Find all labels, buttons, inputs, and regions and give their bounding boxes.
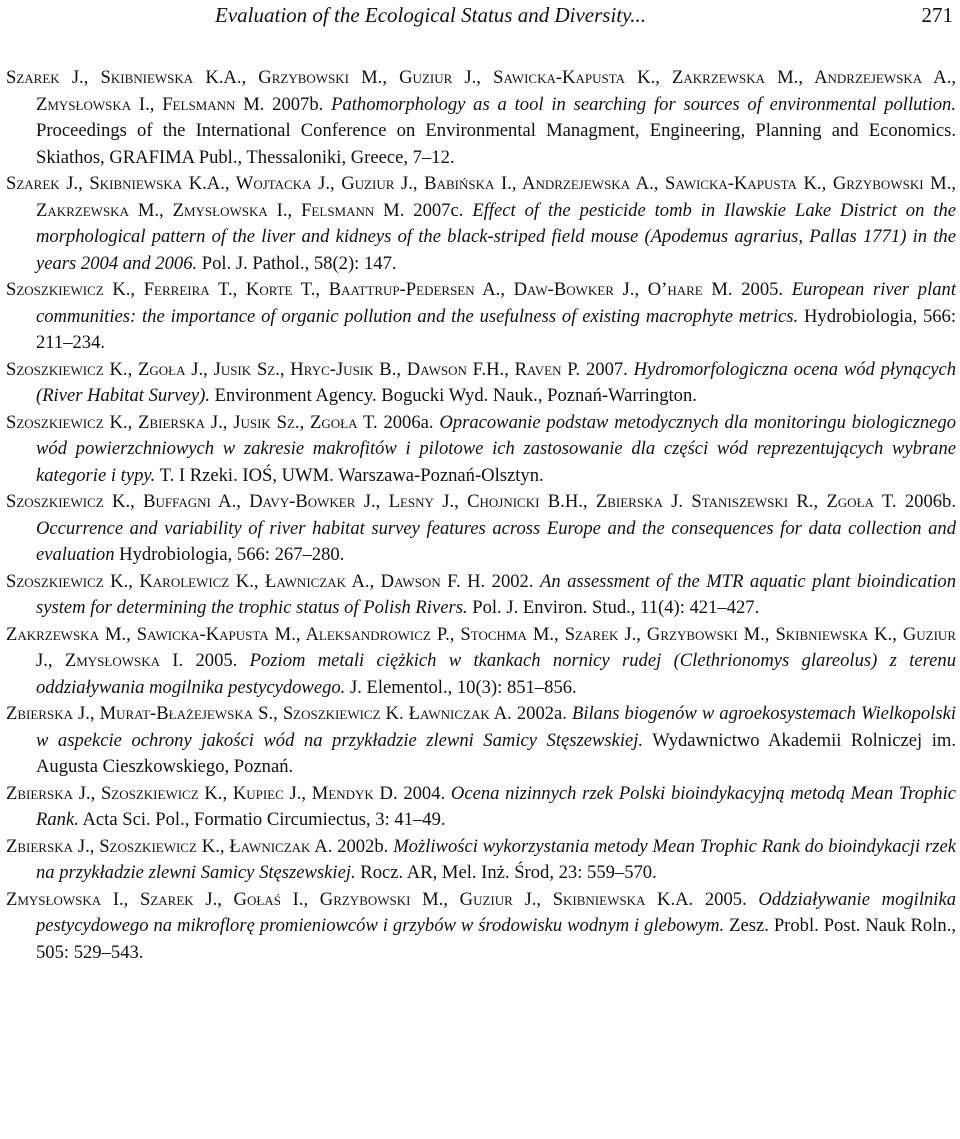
reference-year: 2002. <box>485 570 540 592</box>
reference-year: 2006a. <box>377 411 440 433</box>
reference-title: Pathomorphology as a tool in searching for sources of environmental pollution. <box>331 93 956 115</box>
reference-title: Poziom metali ciężkich w tkankach nornicy rudej (Clethrionomys glareolus) z terenu oddziaływania mogilnika pestycydowego. <box>36 650 957 698</box>
reference-authors: Zakrzewska M., Sawicka-Kapusta M., Aleksandrowicz P., Stochma M., Szarek J., Grzybowski M., Skibniewska K., Guziur J., Zmysłowska I. <box>6 623 956 671</box>
reference-entry <box>6 887 956 967</box>
reference-year: 2005. <box>732 279 792 300</box>
reference-year: 2007c. <box>404 199 473 221</box>
reference-source: Hydrobiologia, 566: 211–234. <box>36 305 956 353</box>
reference-title: Możliwości wykorzystania metody Mean Trophic Rank do bioindykacji rzek na przykładzie zlewni Samicy Stęszewskiej. <box>36 835 956 883</box>
reference-source: Proceedings of the International Conference on Environmental Managment, Engineering, Planning and Economics. Skiathos, GRAFIMA Publ., Thessaloniki, Greece, 7–12. <box>36 120 956 168</box>
reference-source: T. I Rzeki. IOŚ, UWM. Warszawa-Poznań-Olsztyn. <box>155 464 544 486</box>
reference-authors: Zmysłowska I., Szarek J., Gołaś I., Grzybowski M., Guziur J., Skibniewska K.A. <box>6 888 694 910</box>
reference-entry <box>6 171 956 277</box>
reference-authors: Szoszkiewicz K., Zbierska J., Jusik Sz., Zgoła T. <box>6 411 378 433</box>
reference-year: 2002b. <box>332 835 394 857</box>
reference-source: Rocz. AR, Mel. Inż. Środ, 23: 559–570. <box>355 862 657 883</box>
reference-year: 2004. <box>397 782 451 804</box>
reference-entry <box>6 65 956 171</box>
reference-source: Pol. J. Pathol., 58(2): 147. <box>197 252 397 274</box>
running-title: Evaluation of the Ecological Status and Diversity... <box>215 3 647 27</box>
page-number: 271 <box>921 3 953 27</box>
reference-entry <box>6 781 956 834</box>
reference-year: 2006b. <box>896 491 956 512</box>
reference-source: Wydawnictwo Akademii Rolniczej im. Augusta Cieszkowskiego, Poznań. <box>36 729 956 777</box>
reference-year: 2005. <box>183 650 250 671</box>
reference-entry <box>6 701 956 781</box>
reference-title: European river plant communities: the importance of organic pollution and the usefulness of existing macrophyte metrics. <box>36 279 956 327</box>
reference-authors: Szoszkiewicz K., Ferreira T., Korte T., Baattrup-Pedersen A., Daw-Bowker J., O’hare M. <box>6 279 733 300</box>
reference-title: An assessment of the MTR aquatic plant bioindication system for determining the trophic status of Polish Rivers. <box>36 570 956 618</box>
reference-authors: Zbierska J., Szoszkiewicz K., Ławniczak A. <box>6 835 333 857</box>
reference-entry <box>6 277 956 357</box>
reference-title: Bilans biogenów w agroekosystemach Wielkopolski w aspekcie ochrony jakości wód na przykładzie zlewni Samicy Stęszewskiej. <box>36 703 956 751</box>
reference-authors: Szarek J., Skibniewska K.A., Wojtacka J., Guziur J., Babińska I., Andrzejewska A., Sawicka-Kapusta K., Grzybowski M., Zakrzewska M., Zmysłowska I., Felsmann M. <box>6 173 956 221</box>
reference-title: Oddziaływanie mogilnika pestycydowego na mikroflorę promieniowców i grzybów w środowisku wodnym i glebowym. <box>36 888 957 936</box>
reference-year: 2007b. <box>264 93 332 115</box>
reference-source: Pol. J. Environ. Stud., 11(4): 421–427. <box>467 597 760 618</box>
reference-authors: Szoszkiewicz K., Buffagni A., Davy-Bowker J., Lesny J., Chojnicki B.H., Zbierska J. Staniszewski R., Zgoła T. <box>6 491 897 512</box>
reference-entry <box>6 410 956 490</box>
reference-entry <box>6 489 956 569</box>
reference-title: Effect of the pesticide tomb in Ilawskie Lake District on the morphological pattern of the liver and kidneys of the black-striped field mouse (Apodemus agrarius, Pallas 1771) in the years 2004 and 2006. <box>36 199 956 274</box>
reference-source: Zesz. Probl. Post. Nauk Roln., 505: 529–543. <box>36 915 956 963</box>
reference-year: 2005. <box>693 888 759 910</box>
reference-source: Environment Agency. Bogucki Wyd. Nauk., Poznań-Warrington. <box>210 385 697 406</box>
reference-authors: Zbierska J., Szoszkiewicz K., Kupiec J., Mendyk D. <box>6 782 398 804</box>
reference-source: J. Elementol., 10(3): 851–856. <box>345 676 577 698</box>
reference-authors: Szoszkiewicz K., Zgoła J., Jusik Sz., Hryc-Jusik B., Dawson F.H., Raven P. <box>6 358 581 380</box>
reference-authors: Szoszkiewicz K., Karolewicz K., Ławniczak A., Dawson F. H. <box>6 570 486 592</box>
reference-year: 2002a. <box>511 703 572 724</box>
reference-title: Ocena nizinnych rzek Polski bioindykacyjną metodą Mean Trophic Rank. <box>36 782 956 830</box>
reference-title: Hydromorfologiczna ocena wód płynących (River Habitat Survey). <box>36 358 956 406</box>
reference-title: Occurrence and variability of river habitat survey features across Europe and the consequences for data collection and evaluation <box>36 517 956 565</box>
reference-title: Opracowanie podstaw metodycznych dla monitoringu biologicznego wód powierzchniowych w zakresie makrofitów i pilotowe ich zastosowanie dla części wód reprezentujących wybrane kategorie i typy. <box>36 411 957 486</box>
reference-entry <box>6 622 956 702</box>
reference-list <box>6 65 956 966</box>
reference-authors: Szarek J., Skibniewska K.A., Grzybowski M., Guziur J., Sawicka-Kapusta K., Zakrzewska M., Andrzejewska A., Zmysłowska I., Felsmann M. <box>6 67 956 115</box>
reference-entry <box>6 357 956 410</box>
page-header <box>0 0 960 40</box>
reference-entry <box>6 569 956 622</box>
reference-year: 2007. <box>580 358 634 380</box>
reference-authors: Zbierska J., Murat-Błażejewska S., Szoszkiewicz K. Ławniczak A. <box>6 703 512 724</box>
reference-source: Acta Sci. Pol., Formatio Circumiectus, 3: 41–49. <box>78 809 446 830</box>
reference-source: Hydrobiologia, 566: 267–280. <box>114 544 345 565</box>
reference-entry <box>6 834 956 887</box>
